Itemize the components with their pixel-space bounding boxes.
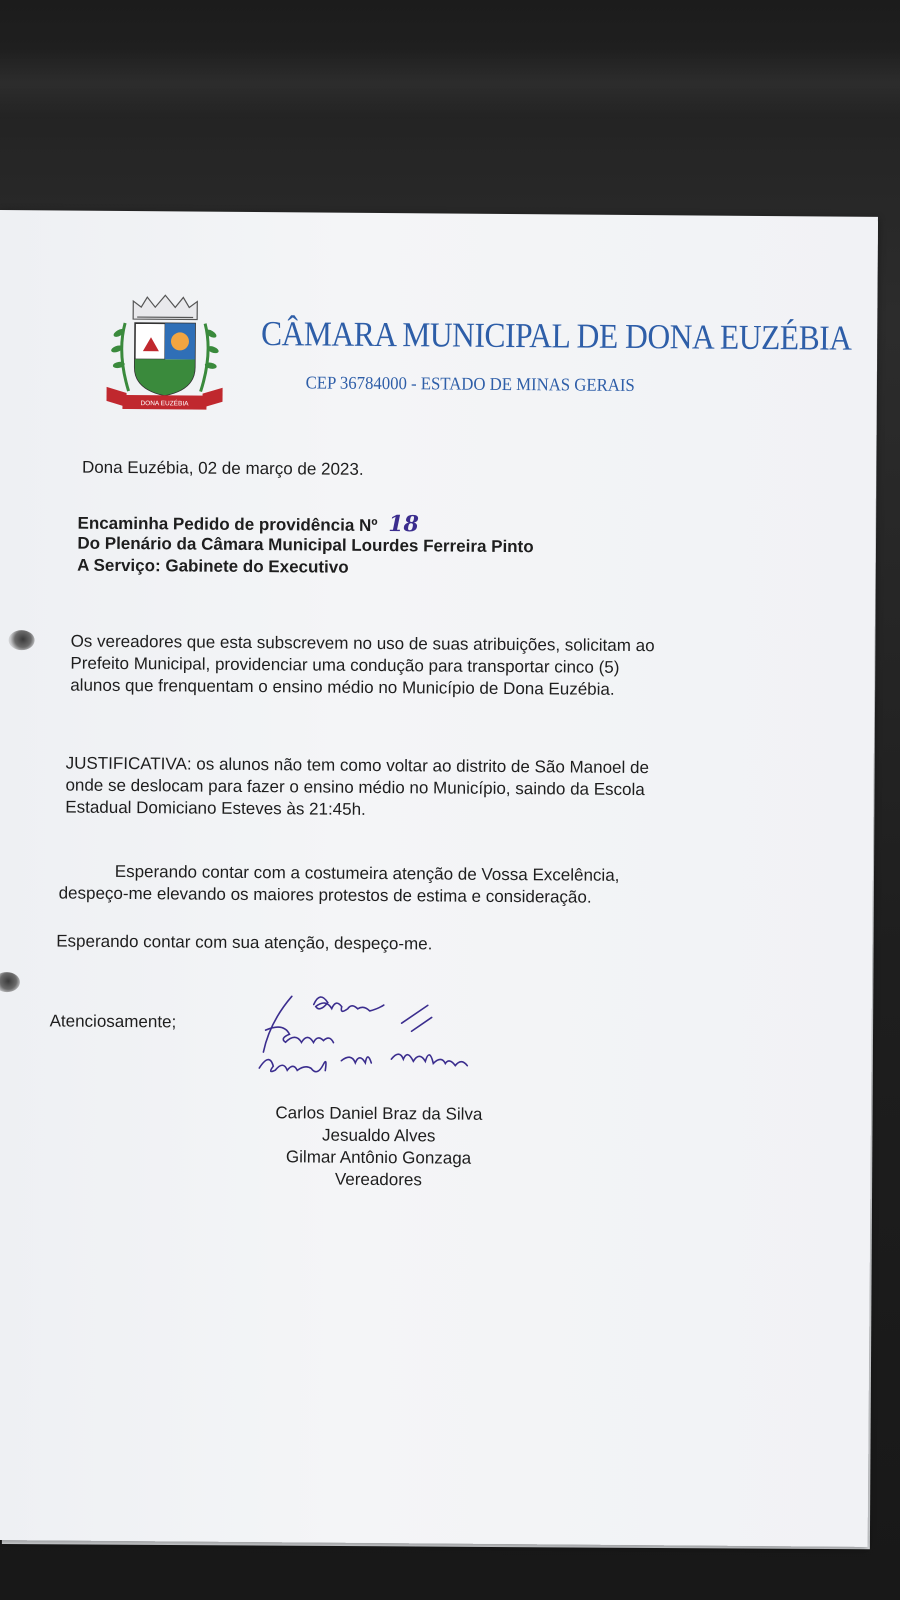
justification-line-3: Estadual Domiciano Esteves às 21:45h.: [65, 797, 366, 819]
coat-of-arms-logo: [102, 293, 227, 412]
signatory-name-1: Carlos Daniel Braz da Silva: [275, 1103, 483, 1124]
salutation: Atenciosamente;: [49, 1011, 177, 1032]
backdrop-fold: [0, 48, 900, 118]
punch-hole-top: [9, 630, 35, 650]
closing-line-2: despeço-me elevando os maiores protestos de estima e consideração.: [58, 883, 592, 907]
punch-hole-bottom: [0, 972, 20, 992]
handwritten-signatures: [251, 982, 552, 1094]
signatory-1: [239, 1102, 519, 1126]
subject-number: 18: [388, 511, 420, 538]
justification-line-2: onde se deslocam para fazer o ensino médio no Município, saindo da Escola: [65, 775, 645, 800]
signatory-2: [239, 1124, 519, 1148]
letterhead-title: CÂMARA MUNICIPAL DE DONA EUZÉBIA: [260, 314, 852, 358]
body-paragraph-line-3: alunos que frenquentam o ensino médio no Município de Dona Euzébia.: [70, 675, 615, 699]
signatory-role-label: Vereadores: [334, 1169, 422, 1190]
body-paragraph-line-1: Os vereadores que esta subscrevem no uso de suas atribuições, solicitam ao: [70, 631, 655, 656]
signatory-3: [238, 1146, 518, 1170]
letterhead-subtitle: CEP 36784000 - ESTADO DE MINAS GERAIS: [305, 372, 635, 395]
body-paragraph-line-2: Prefeito Municipal, providenciar uma condução para transportar cinco (5): [70, 653, 620, 677]
justification-line-1: JUSTIFICATIVA: os alunos não tem como voltar ao distrito de São Manoel de: [65, 753, 650, 778]
closing-line-3: Esperando contar com sua atenção, despeço-me.: [56, 931, 433, 954]
closing-line-1: Esperando contar com a costumeira atenção de Vossa Excelência,: [114, 861, 620, 885]
letter-page: [0, 210, 878, 1547]
signatory-role: [238, 1168, 518, 1192]
seal-ribbon-text: DONA EUZÉBIA: [140, 400, 189, 408]
place-date: Dona Euzébia, 02 de março de 2023.: [81, 457, 364, 479]
signatory-name-3: Gilmar Antônio Gonzaga: [285, 1147, 472, 1168]
from-line: Do Plenário da Câmara Municipal Lourdes Ferreira Pinto: [77, 533, 534, 557]
to-line: A Serviço: Gabinete do Executivo: [77, 555, 349, 577]
signatory-name-2: Jesualdo Alves: [321, 1125, 436, 1146]
subject-label: Encaminha Pedido de providência Nº: [77, 513, 378, 535]
